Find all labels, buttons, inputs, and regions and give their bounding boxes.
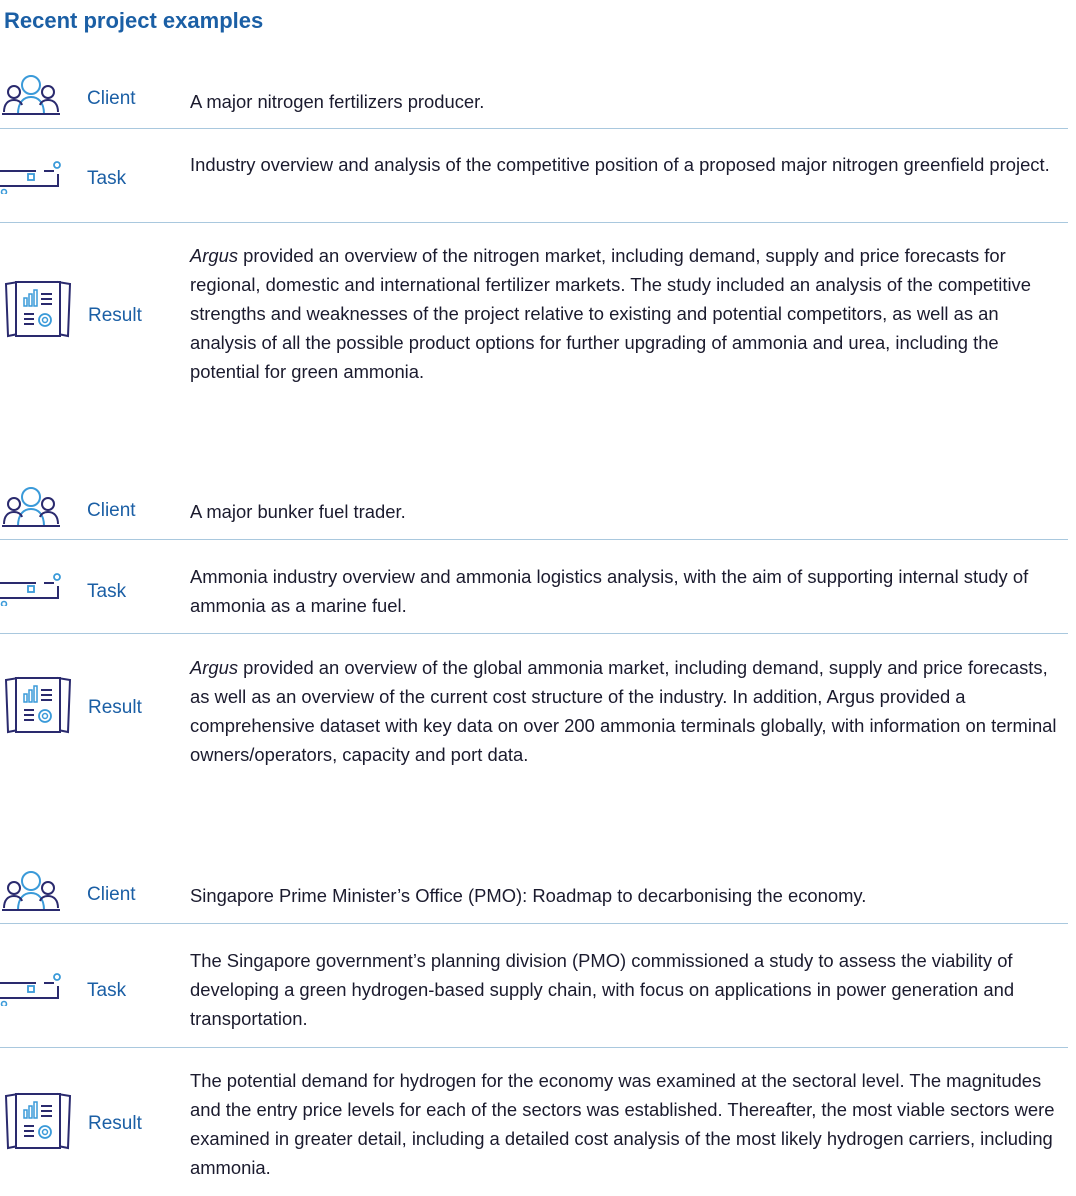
task-label: Task xyxy=(87,581,127,602)
process-flow-icon xyxy=(0,972,64,1006)
people-group-icon xyxy=(0,868,62,914)
task-text: The Singapore government’s planning division (PMO) commissioned a study to assess the viability of developing a green hydrogen-based supply chain, with focus on applications in power generation and transportation. xyxy=(190,950,1015,1029)
process-flow-icon xyxy=(0,572,64,606)
report-document-icon xyxy=(4,676,72,734)
client-text: A major bunker fuel trader. xyxy=(190,501,406,522)
result-label: Result xyxy=(88,1113,142,1134)
task-text: Ammonia industry overview and ammonia logistics analysis, with the aim of supporting internal study of ammonia as a marine fuel. xyxy=(190,566,1029,616)
report-document-icon xyxy=(4,1092,72,1150)
result-text: The potential demand for hydrogen for the economy was examined at the sectoral level. The magnitudes and the entry price levels for each of the sectors was established. Thereafter, the most viable sectors were examined in greater detail, including a detailed cost analysis of the most likely hydrogen carriers, including ammonia. xyxy=(190,1070,1055,1178)
people-group-icon xyxy=(0,72,62,118)
client-label: Client xyxy=(87,500,136,521)
task-label: Task xyxy=(87,168,127,189)
result-body: provided an overview of the nitrogen market, including demand, supply and price forecasts for regional, domestic and international fertilizer markets. The study included an analysis of the competitive strengths and weaknesses of the project relative to existing and potential competitors, as well as an analysis of all the possible product options for further upgrading of ammonia and urea, including the potential for green ammonia. xyxy=(190,245,1031,382)
client-text: A major nitrogen fertilizers producer. xyxy=(190,91,485,112)
client-text: Singapore Prime Minister’s Office (PMO): Roadmap to decarbonising the economy. xyxy=(190,885,867,906)
divider xyxy=(0,923,1068,924)
result-text xyxy=(190,241,1065,386)
task-text: Industry overview and analysis of the competitive position of a proposed major nitrogen greenfield project. xyxy=(190,154,1050,175)
people-group-icon xyxy=(0,484,62,530)
result-body: provided an overview of the global ammonia market, including demand, supply and price forecasts, as well as an overview of the current cost structure of the industry. In addition, Argus provided a comprehensive dataset with key data on over 200 ammonia terminals globally, with information on terminal owners/operators, capacity and port data. xyxy=(190,657,1057,765)
process-flow-icon xyxy=(0,160,64,194)
client-label: Client xyxy=(87,88,136,109)
client-label: Client xyxy=(87,884,136,905)
divider xyxy=(0,128,1068,129)
divider xyxy=(0,539,1068,540)
result-lead: Argus xyxy=(190,657,239,678)
page-title: Recent project examples xyxy=(4,8,264,33)
task-label: Task xyxy=(87,980,127,1001)
divider xyxy=(0,633,1068,634)
divider xyxy=(0,222,1068,223)
result-lead: Argus xyxy=(190,245,239,266)
result-label: Result xyxy=(88,305,142,326)
result-label: Result xyxy=(88,697,142,718)
result-text xyxy=(190,653,1065,769)
report-document-icon xyxy=(4,280,72,338)
divider xyxy=(0,1047,1068,1048)
